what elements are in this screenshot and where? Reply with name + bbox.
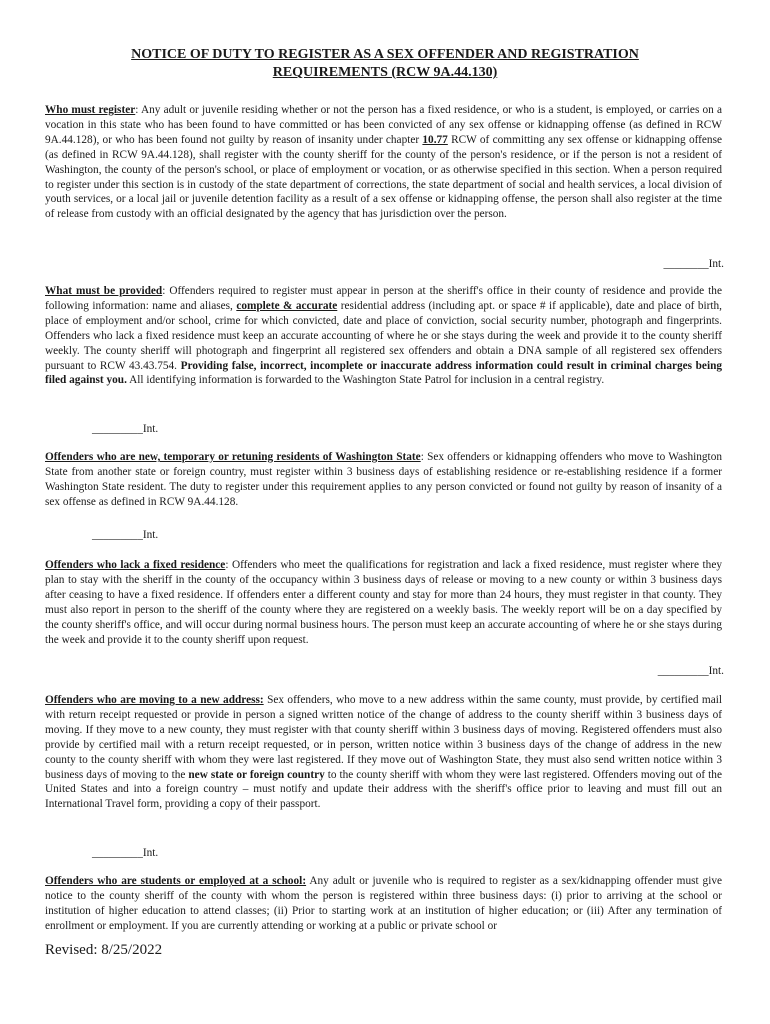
title-line-2: REQUIREMENTS (RCW 9A.44.130)	[272, 65, 498, 80]
section-school	[45, 874, 722, 934]
section-heading: Who must register	[45, 104, 136, 116]
section-moving	[45, 693, 722, 812]
emphasis-text: new state or foreign country	[188, 768, 325, 781]
section-who-must-register: Who must register: Any adult or juvenile residing whether or not the person has a fixed residence, or who is a student, is employed, or carries on a vocation in this state who has been found to have committed or has been convicted of any sex offense or kidnapping offense (as defined in RCW 9A.44.128), or who has been found not guilty by reason of insanity under chapter 10.77 RCW of committing any sex offense or kidnapping offense (as defined in RCW 9A.44.128), shall register with the county sheriff for the county of the person's residence, or if the person is not a resident of Washington, the county of the person's school, or place of employment or vocation, or as otherwise specified in this section. When a person required to register under this section is in custody of the state department of corrections, the state department of social and health services, a local division of youth services, or a local jail or juvenile detention facility as a result of a sex offense or kidnapping offense, the person shall also register at the time of release from custody with an official designated by the agency that has jurisdiction over the person.	[45, 104, 723, 221]
revision-date: Revised: 8/25/2022	[45, 942, 163, 958]
section-body: Sex offenders, who move to a new address within the same county, must provide, by certified mail with return receipt requested or provide in person a signed written notice of the change of address to the county sheriff within 3 business days of moving. If they move to a new county, they must register with that county sheriff within 3 business days of moving. Registered offenders must also provide by certified mail with a return receipt requested, or in person, written notice within 3 business days of the change of address in the new county to the county sheriff with whom they were last registered. If they move out of Washington State, they must also send written notice within 3 business days of moving to the	[45, 694, 722, 781]
section-body: All identifying information is forwarded to the Washington State Patrol for inclusion in a central registry.	[126, 374, 605, 387]
section-heading: Offenders who are moving to a new address:	[45, 694, 264, 706]
initials-line[interactable]: _________Int.	[92, 423, 159, 435]
warning-text: Providing false, incorrect, incomplete or inaccurate address information could result in criminal charges being filed against you.	[45, 359, 723, 387]
initials-line[interactable]: _________Int.	[92, 847, 159, 859]
initials-line[interactable]: _________Int.	[92, 529, 159, 541]
section-body: Any adult or juvenile who is required to register as a sex/kidnapping offender must give notice to the county sheriff of the county with whom the person is registered within three business days: (i) prior to arriving at the school or institution of higher education to attend classes; (ii) Prior to starting work at an institution of higher education; or (iii) After any termination of enrollment or employment. If you are currently attending or working at a public or private school or	[45, 875, 722, 932]
initials-line[interactable]: ________Int.	[663, 258, 724, 270]
section-heading: What must be provided	[45, 285, 163, 297]
section-body: Any adult or juvenile residing whether or not the person has a fixed residence, or who is a student, is employed, or carries on a vocation in this state who has been found to have committed or has been convicted of any sex offense or kidnapping offense (as defined in RCW 9A.44.128), or who has been found not guilty by reason of insanity under chapter	[45, 104, 723, 146]
title-line-1: NOTICE OF DUTY TO REGISTER AS A SEX OFFENDER AND REGISTRATION	[131, 47, 639, 62]
section-body: residential address (including apt. or space # if applicable), date and place of birth, place of employment and/or school, crime for which convicted, date and place of conviction, social security number, photograph and fingerprints. Offenders who lack a fixed residence must keep an accurate accounting of where he or she stays during the week and provide it to the county sheriff weekly. The county sheriff will photograph and fingerprint all registered sex offenders and obtain a DNA sample of all registered sex offenders pursuant to RCW 43.43.754.	[45, 299, 722, 372]
document-title	[40, 46, 730, 82]
section-body: Sex offenders or kidnapping offenders who move to Washington State from another state or foreign country, must register within 3 business days of establishing residence or re-establishing residence if a former Washington State resident. The duty to register under this requirement applies to any person convicted or found not guilty by reason of insanity of a sex offense as defined in RCW 9A.44.128.	[45, 451, 722, 508]
section-body: RCW of committing any sex offense or kidnapping offense (as defined in RCW 9A.44.128), shall register with the county sheriff for the county of the person's residence, or if the person is not a resident of Washington, the county of the person's school, or place of employment or vocation, or as otherwise specified in this section. When a person required to register under this section is in custody of the state department of corrections, the state department of social and health services, a local division of youth services, or a local jail or juvenile detention facility as a result of a sex offense or kidnapping offense, the person shall also register at the time of release from custody with an official designated by the agency that has jurisdiction over the person.	[45, 133, 722, 221]
section-body: Offenders required to register must appear in person at the sheriff's office in their county of residence and provide the following information: name and aliases,	[45, 285, 722, 312]
section-heading: Offenders who are students or employed at a school:	[45, 875, 307, 887]
emphasis-text: complete & accurate	[236, 299, 338, 312]
section-body: Offenders who meet the qualifications for registration and lack a fixed residence, must register where they plan to stay with the sheriff in the county of the occupancy within 3 business days of release or moving to a new county or within 3 business days after ceasing to have a fixed residence. If offenders enter a different county and stay for more than 24 hours, they must register in that county. They must also report in person to the sheriff of the county where they are registered on a weekly basis. The weekly report will be on a day specified by the county sheriff's office, and will occur during normal business hours. The person must keep an accurate accounting of where he or she stays during the week and provide it to the county sheriff upon request.	[45, 559, 722, 646]
section-new-residents: Offenders who are new, temporary or retuning residents of Washington State: Sex offenders or kidnapping offenders who move to Washington State from another state or foreign country, must register within 3 business days of establishing residence or re-establishing residence if a former Washington State resident. The duty to register under this requirement applies to any person convicted or found not guilty by reason of insanity of a sex offense as defined in RCW 9A.44.128.	[45, 451, 722, 508]
chapter-reference: 10.77	[422, 133, 448, 146]
section-no-fixed-residence: Offenders who lack a fixed residence: Offenders who meet the qualifications for registration and lack a fixed residence, must register where they plan to stay with the sheriff in the county of the occupancy within 3 business days of release or moving to a new county or within 3 business days after ceasing to have a fixed residence. If offenders enter a different county and stay for more than 24 hours, they must register in that county. They must also report in person to the sheriff of the county where they are registered on a weekly basis. The weekly report will be on a day specified by the county sheriff's office, and will occur during normal business hours. The person must keep an accurate accounting of where he or she stays during the week and provide it to the county sheriff upon request.	[45, 559, 722, 646]
section-body: to the county sheriff with whom they were last registered. Offenders moving out of the United States and into a foreign country – must notify and update their address with the sheriff's office prior to leaving and must fill out an International Travel form, providing a copy of their passport.	[45, 768, 722, 811]
section-heading: Offenders who lack a fixed residence	[45, 559, 226, 571]
initials-line[interactable]: _________Int.	[657, 665, 724, 677]
section-heading: Offenders who are new, temporary or retuning residents of Washington State	[45, 451, 421, 463]
section-what-must-be-provided: What must be provided: Offenders required to register must appear in person at the sheriff's office in their county of residence and provide the following information: name and aliases, complete & accurate residential address (including apt. or space # if applicable), date and place of birth, place of employment and/or school, crime for which convicted, date and place of conviction, social security number, photograph and fingerprints. Offenders who lack a fixed residence must keep an accurate accounting of where he or she stays during the week and provide it to the county sheriff weekly. The county sheriff will photograph and fingerprint all registered sex offenders and obtain a DNA sample of all registered sex offenders pursuant to RCW 43.43.754. Providing false, incorrect, incomplete or inaccurate address information could result in criminal charges being filed against you. All identifying information is forwarded to the Washington State Patrol for inclusion in a central registry.	[45, 285, 723, 387]
